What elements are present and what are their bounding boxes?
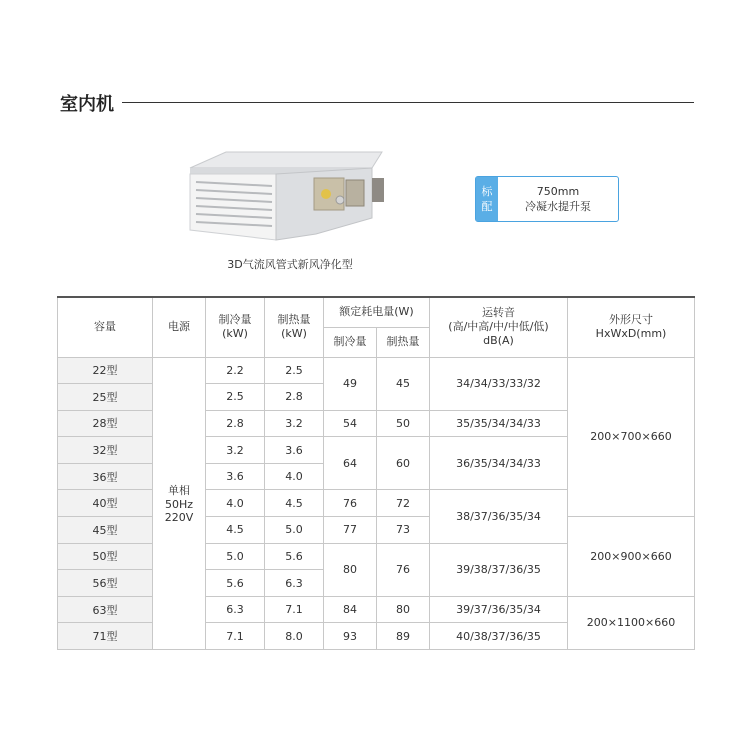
dims-cell: 200×700×660	[568, 357, 695, 517]
cooling-cell: 3.2	[206, 437, 265, 464]
cooling-cell: 2.2	[206, 357, 265, 384]
rated-cooling-cell: 54	[324, 410, 377, 437]
header-cooling	[206, 297, 265, 357]
rated-cooling-cell: 77	[324, 517, 377, 544]
standard-line: 冷凝水提升泵	[525, 200, 591, 213]
heating-cell: 4.0	[265, 463, 324, 490]
noise-cell: 38/37/36/35/34	[430, 490, 568, 543]
header-rated-power: 额定耗电量(W)	[324, 297, 430, 327]
model-cell: 50型	[58, 543, 153, 570]
dims-cell: 200×900×660	[568, 517, 695, 597]
standard-tag-char: 配	[481, 200, 493, 213]
cooling-cell: 3.6	[206, 463, 265, 490]
header-line: (高/中高/中/中低/低)	[448, 320, 549, 334]
rated-heating-cell: 60	[377, 437, 430, 490]
product-caption: 3D气流风管式新风净化型	[227, 258, 353, 271]
noise-cell: 35/35/34/34/33	[430, 410, 568, 437]
model-cell: 22型	[58, 357, 153, 384]
header-line: 运转音	[482, 306, 515, 320]
heating-cell: 2.5	[265, 357, 324, 384]
rated-cooling-cell: 49	[324, 357, 377, 410]
section-title: 室内机	[60, 94, 114, 115]
product-image	[186, 148, 386, 248]
rated-cooling-cell: 80	[324, 543, 377, 596]
cooling-cell: 2.5	[206, 384, 265, 411]
header-dims	[568, 297, 695, 357]
table-row	[58, 357, 695, 384]
cooling-cell: 6.3	[206, 596, 265, 623]
cooling-cell: 5.6	[206, 570, 265, 597]
header-power: 电源	[153, 297, 206, 357]
rated-cooling-cell: 76	[324, 490, 377, 517]
standard-accessory-box	[475, 176, 619, 222]
standard-tag-char: 标	[481, 185, 493, 198]
noise-cell: 39/38/37/36/35	[430, 543, 568, 596]
noise-cell: 36/35/34/34/33	[430, 437, 568, 490]
noise-cell: 34/34/33/33/32	[430, 357, 568, 410]
rated-heating-cell: 80	[377, 596, 430, 623]
heating-cell: 3.2	[265, 410, 324, 437]
rated-heating-cell: 76	[377, 543, 430, 596]
power-supply-cell	[153, 357, 206, 650]
model-cell: 40型	[58, 490, 153, 517]
cooling-cell: 4.0	[206, 490, 265, 517]
heating-cell: 5.0	[265, 517, 324, 544]
heating-cell: 3.6	[265, 437, 324, 464]
rated-cooling-cell: 84	[324, 596, 377, 623]
model-cell: 45型	[58, 517, 153, 544]
model-cell: 32型	[58, 437, 153, 464]
header-heating	[265, 297, 324, 357]
heating-cell: 5.6	[265, 543, 324, 570]
heating-cell: 2.8	[265, 384, 324, 411]
power-line: 220V	[164, 511, 194, 525]
rated-heating-cell: 73	[377, 517, 430, 544]
section-divider	[122, 102, 694, 103]
noise-cell: 39/37/36/35/34	[430, 596, 568, 623]
rated-heating-cell: 50	[377, 410, 430, 437]
header-line: 制热量	[277, 313, 311, 327]
cooling-cell: 4.5	[206, 517, 265, 544]
spec-table	[57, 296, 695, 650]
power-line: 单相	[168, 484, 190, 498]
rated-heating-cell: 45	[377, 357, 430, 410]
model-cell: 28型	[58, 410, 153, 437]
header-line: 制冷量	[218, 313, 252, 327]
model-cell: 36型	[58, 463, 153, 490]
header-line: HxWxD(mm)	[595, 327, 667, 341]
model-cell: 71型	[58, 623, 153, 650]
header-rated-cooling: 制冷量	[324, 327, 377, 357]
rated-heating-cell: 72	[377, 490, 430, 517]
standard-line: 750mm	[536, 185, 580, 198]
rated-cooling-cell: 93	[324, 623, 377, 650]
cooling-cell: 5.0	[206, 543, 265, 570]
noise-cell: 40/38/37/36/35	[430, 623, 568, 650]
model-cell: 56型	[58, 570, 153, 597]
header-line: (kW)	[222, 327, 248, 341]
rated-cooling-cell: 64	[324, 437, 377, 490]
header-line: dB(A)	[483, 334, 514, 348]
standard-accessory-text	[498, 177, 618, 221]
cooling-cell: 7.1	[206, 623, 265, 650]
heating-cell: 4.5	[265, 490, 324, 517]
dims-cell: 200×1100×660	[568, 596, 695, 649]
model-cell: 25型	[58, 384, 153, 411]
header-noise	[430, 297, 568, 357]
cooling-cell: 2.8	[206, 410, 265, 437]
header-rated-heating: 制热量	[377, 327, 430, 357]
heating-cell: 8.0	[265, 623, 324, 650]
standard-tag	[476, 177, 498, 221]
rated-heating-cell: 89	[377, 623, 430, 650]
header-capacity: 容量	[58, 297, 153, 357]
heating-cell: 6.3	[265, 570, 324, 597]
power-line: 50Hz	[164, 498, 194, 512]
header-line: 外形尺寸	[609, 313, 653, 327]
model-cell: 63型	[58, 596, 153, 623]
header-line: (kW)	[281, 327, 307, 341]
heating-cell: 7.1	[265, 596, 324, 623]
